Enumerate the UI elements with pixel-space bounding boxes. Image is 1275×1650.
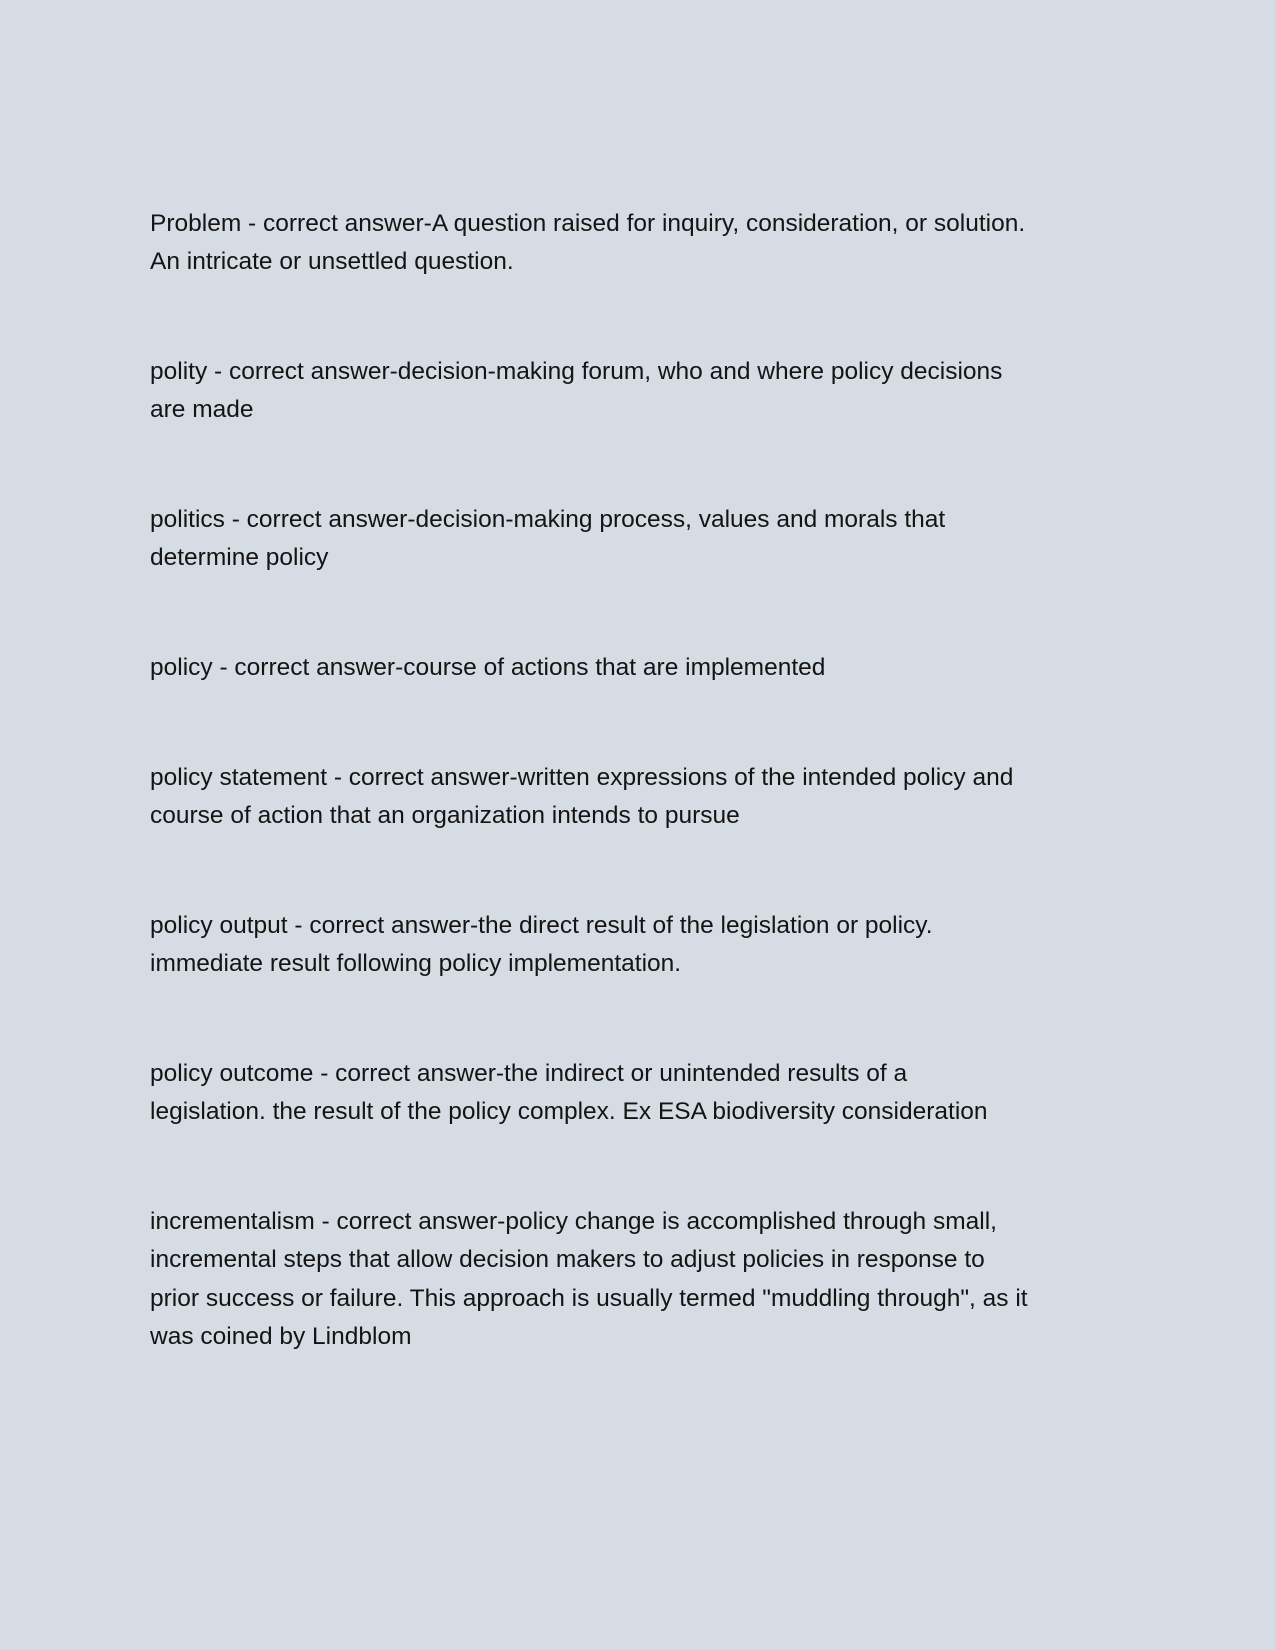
entry-line: An intricate or unsettled question. — [150, 248, 514, 276]
entry-line: policy - correct answer-course of actions that are implemented — [150, 654, 826, 681]
definition-policy-outcome — [150, 1055, 1130, 1132]
definition-incrementalism — [150, 1203, 1130, 1357]
entry-line: incrementalism - correct answer-policy change is accomplished through small, — [150, 1208, 997, 1235]
entry-line: incremental steps that allow decision makers to adjust policies in response to — [150, 1246, 985, 1274]
entry-line: policy outcome - correct answer-the indirect or unintended results of a — [150, 1060, 908, 1087]
entry-line: was coined by Lindblom — [150, 1323, 412, 1351]
definition-policy-output — [150, 907, 1130, 984]
entry-line: politics - correct answer-decision-making process, values and morals that — [150, 506, 946, 533]
entry-line: polity - correct answer-decision-making forum, who and where policy decisions — [150, 358, 1003, 385]
entry-line: legislation. the result of the policy complex. Ex ESA biodiversity consideration — [150, 1098, 988, 1126]
entry-line: are made — [150, 396, 254, 424]
entry-line: policy statement - correct answer-written expressions of the intended policy and — [150, 764, 1014, 791]
entry-line: determine policy — [150, 544, 329, 572]
definition-politics — [150, 501, 1130, 578]
definition-polity — [150, 353, 1130, 430]
entry-line: policy output - correct answer-the direct result of the legislation or policy. — [150, 912, 933, 939]
definition-policy — [150, 649, 1130, 687]
entry-line: Problem - correct answer-A question raised for inquiry, consideration, or solution. — [150, 210, 1026, 237]
entry-line: prior success or failure. This approach is usually termed "muddling through", as it — [150, 1284, 1028, 1312]
definition-problem — [150, 205, 1130, 282]
definition-policy-statement — [150, 759, 1130, 836]
entry-line: immediate result following policy implementation. — [150, 950, 682, 978]
entry-line: course of action that an organization intends to pursue — [150, 802, 740, 830]
